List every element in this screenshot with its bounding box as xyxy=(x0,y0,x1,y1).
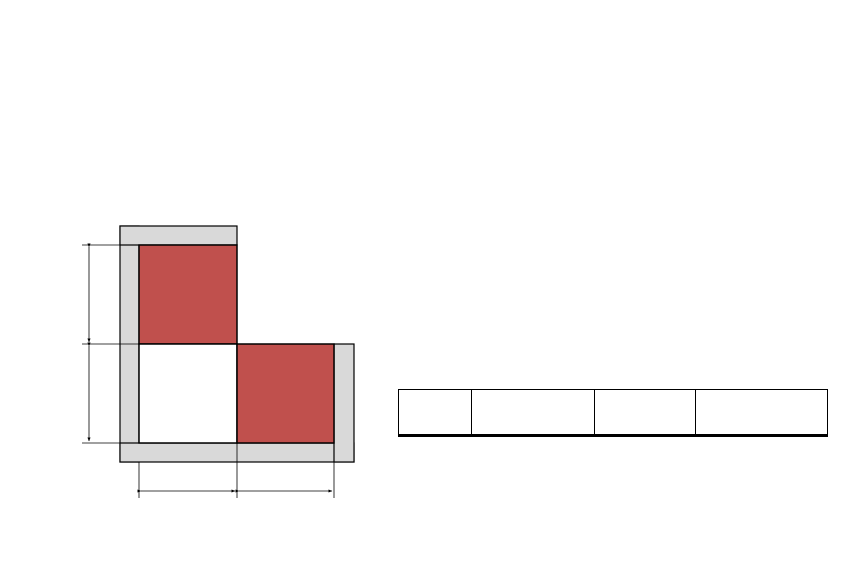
cell-nu xyxy=(595,436,696,437)
header-elastic-modulus xyxy=(472,390,595,435)
cell-alpha xyxy=(696,436,828,437)
header-thermal-expansion xyxy=(696,390,828,435)
cell-material xyxy=(399,436,472,437)
steel-block xyxy=(139,344,237,443)
aluminium-block-top xyxy=(139,245,237,344)
cell-E xyxy=(472,436,595,437)
header-poisson xyxy=(595,390,696,435)
aluminium-block-right xyxy=(237,344,334,443)
material-table xyxy=(398,389,828,437)
table-row xyxy=(399,436,828,437)
table-header-row xyxy=(399,390,828,435)
header-material xyxy=(399,390,472,435)
